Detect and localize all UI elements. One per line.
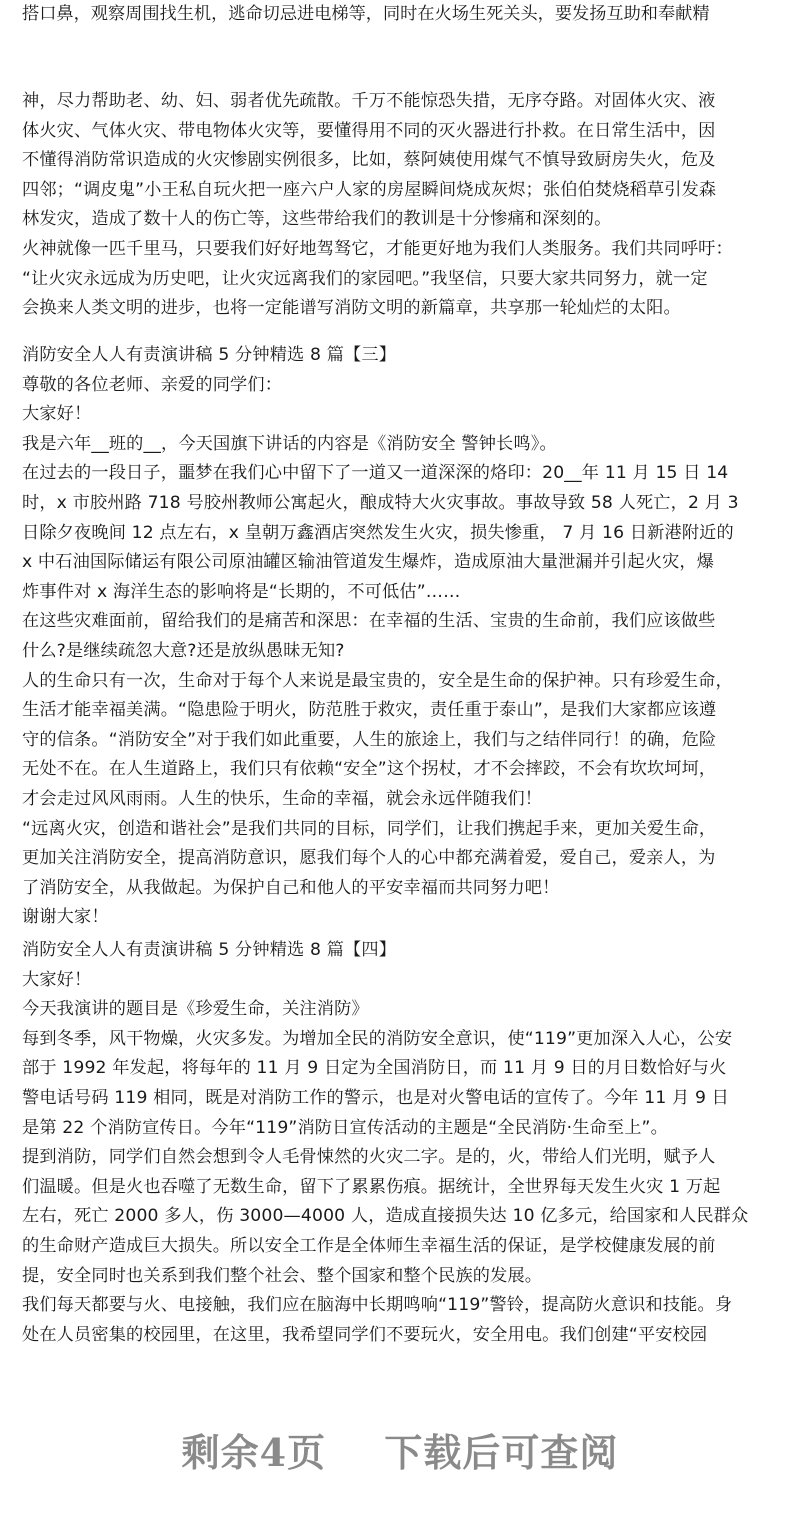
- paragraph-line: 更加关注消防安全，提高消防意识，愿我们每个人的心中都充满着爱，爱自己，爱亲人，为: [22, 848, 716, 869]
- paragraph-line: 人的生命只有一次，生命对于每个人来说是最宝贵的，安全是生命的保护神。只有珍爱生命，: [22, 670, 733, 691]
- paragraph-line: 提到消防，同学们自然会想到令人毛骨悚然的火灾二字。是的，火，带给人们光明，赋予人: [22, 1147, 716, 1168]
- paragraph-line: 是第 22 个消防宣传日。今年“119”消防日宣传活动的主题是“全民消防·生命至上”。: [22, 1117, 668, 1138]
- paragraph-line: 今天我演讲的题目是《珍爱生命，关注消防》: [22, 999, 369, 1020]
- section-2-tail: [22, 87, 782, 324]
- paragraph-line: x 中石油国际储运有限公司原油罐区输油管道发生爆炸，造成原油大量泄漏并引起火灾，爆: [22, 552, 715, 573]
- paragraph-line: 生活才能幸福美满。“隐患险于明火，防范胜于救灾，责任重于泰山”，是我们大家都应该遵: [22, 700, 717, 721]
- section-4: [22, 936, 782, 1350]
- paragraph-line: 不懂得消防常识造成的火灾惨剧实例很多，比如，蔡阿姨使用煤气不慎导致厨房失火，危及: [22, 150, 716, 171]
- paragraph-line: 我们每天都要与火、电接触，我们应在脑海中长期鸣响“119”警铃，提高防火意识和技能。身: [22, 1295, 733, 1316]
- section-heading: 消防安全人人有责演讲稿 5 分钟精选 8 篇【三】: [22, 345, 397, 365]
- paragraph-line: “让火灾永远成为历史吧，让火灾远离我们的家园吧。”我坚信，只要大家共同努力，就一定: [22, 268, 708, 289]
- paragraph-line: 在这些灾难面前，留给我们的是痛苦和深思：在幸福的生活、宝贵的生命前，我们应该做些: [22, 611, 716, 632]
- download-to-view-text: 下载后可查阅: [384, 1430, 619, 1475]
- paragraph-line: 体火灾、气体火灾、带电物体火灾等，要懂得用不同的灭火器进行扑救。在日常生活中，因: [22, 120, 716, 141]
- paragraph-line: 什么?是继续疏忽大意?还是放纵愚昧无知?: [22, 640, 345, 661]
- paragraph-line: 们温暖。但是火也吞噬了无数生命，留下了累累伤痕。据统计，全世界每天发生火灾 1 万起: [22, 1176, 721, 1197]
- paragraph-line: 无处不在。在人生道路上，我们只有依赖“安全”这个拐杖，才不会摔跤，不会有坎坎坷坷，: [22, 759, 717, 780]
- paragraph-line: 处在人员密集的校园里，在这里，我希望同学们不要玩火，安全用电。我们创建“平安校园: [22, 1324, 708, 1345]
- paragraph-line: 谢谢大家！: [22, 907, 109, 928]
- paragraph-line: 尊敬的各位老师、亲爱的同学们：: [22, 374, 283, 395]
- paragraph-line: 守的信条。“消防安全”对于我们如此重要，人生的旅途上，我们与之结伴同行！的确，危险: [22, 729, 717, 750]
- paragraph-line: 才会走过风风雨雨。人生的快乐，生命的幸福，就会永远伴随我们！: [22, 788, 543, 809]
- remaining-pages-text: 剩余4页: [181, 1430, 327, 1475]
- paragraph-line: 的生命财产造成巨大损失。所以安全工作是全体师生幸福生活的保证，是学校健康发展的前: [22, 1235, 716, 1256]
- paragraph-line: 炸事件对 x 海洋生态的影响将是“长期的，不可低估”……: [22, 581, 461, 602]
- partial-top-line: 搭口鼻，观察周围找生机，逃命切忌进电梯等，同时在火场生死关头，要发扬互助和奉献精: [22, 4, 710, 24]
- paragraph-line: 四邻；“调皮鬼”小王私自玩火把一座六户人家的房屋瞬间烧成灰烬；张伯伯焚烧稻草引发森: [22, 179, 717, 200]
- paragraph-line: 提，安全同时也关系到我们整个社会、整个国家和整个民族的发展。: [22, 1265, 543, 1286]
- paragraph-line: 火神就像一匹千里马，只要我们好好地驾驽它，才能更好地为我们人类服务。我们共同呼吁：: [22, 238, 733, 259]
- paragraph-line: 会换来人类文明的进步，也将一定能谱写消防文明的新篇章，共享那一轮灿烂的太阳。: [22, 298, 681, 319]
- paragraph-line: 大家好！: [22, 404, 92, 425]
- paragraph-line: 警电话号码 119 相同，既是对消防工作的警示，也是对火警电话的宣传了。今年 11 月 9 日: [22, 1087, 730, 1108]
- paragraph-line: 时，x 市胶州路 718 号胶州教师公寓起火，酿成特大火灾事故。事故导致 58 人死亡，2 月 3: [22, 492, 739, 513]
- paragraph-line: 每到冬季，风干物燥，火灾多发。为增加全民的消防安全意识，使“119”更加深入人心，公安: [22, 1028, 733, 1049]
- paragraph-line: 部于 1992 年发起，将每年的 11 月 9 日定为全国消防日，而 11 月 9 日的月日数恰好与火: [22, 1058, 727, 1079]
- paragraph-line: 林发灾，造成了数十人的伤亡等，这些带给我们的教训是十分惨痛和深刻的。: [22, 209, 612, 230]
- paragraph-line: 了消防安全，从我做起。为保护自己和他人的平安幸福而共同努力吧！: [22, 877, 560, 898]
- section-3: [22, 341, 782, 933]
- paragraph-line: 在过去的一段日子，噩梦在我们心中留下了一道又一道深深的烙印：20__年 11 月 15 日 14: [22, 463, 729, 484]
- paragraph-line: 神，尽力帮助老、幼、妇、弱者优先疏散。千万不能惊恐失措，无序夺路。对固体火灾、液: [22, 91, 716, 111]
- paragraph-line: 大家好！: [22, 969, 92, 990]
- paragraph-line: 日除夕夜晚间 12 点左右，x 皇朝万鑫酒店突然发生火灾，损失惨重， 7 月 16 日新港附近的: [22, 522, 734, 543]
- paragraph-line: “远离火灾，创造和谐社会”是我们共同的目标，同学们，让我们携起手来，更加关爱生命，: [22, 818, 717, 839]
- section-heading: 消防安全人人有责演讲稿 5 分钟精选 8 篇【四】: [22, 940, 397, 960]
- paragraph-line: 我是六年__班的__，今天国旗下讲话的内容是《消防安全 警钟长鸣》。: [22, 433, 557, 454]
- download-prompt[interactable]: [0, 1422, 800, 1477]
- paragraph-line: 左右，死亡 2000 多人，伤 3000—4000 人，造成直接损失达 10 亿多元，给国家和人民群众: [22, 1206, 749, 1227]
